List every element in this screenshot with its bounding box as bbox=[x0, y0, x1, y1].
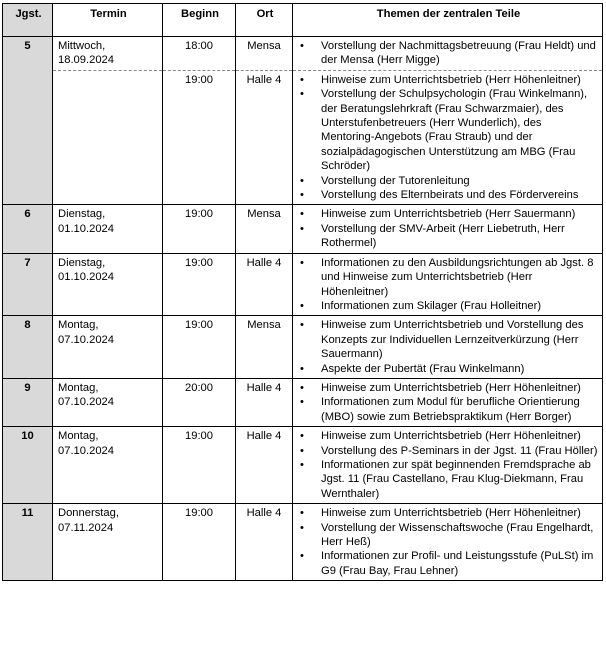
topic-item: • Informationen zur Profil- und Leistungsstufe (PuLSt) im G9 (Frau Bay, Frau Lehner) bbox=[298, 549, 598, 578]
header-row bbox=[3, 4, 603, 37]
cell-beginn: 19:00 bbox=[163, 253, 236, 316]
header-termin: Termin bbox=[53, 4, 163, 37]
cell-termin: Mittwoch, 18.09.2024 bbox=[53, 37, 163, 71]
topic-item: • Vorstellung der Schulpsychologin (Frau Winkelmann), der Beratungslehrkraft (Frau Schwarzmaier), des Unterstufenbetreuers (Herr Wunderlich), des Mentoring-Angebots (Frau Straub) und der sozialpädagogischen Unterstützung am MBG (Frau Schröder) bbox=[298, 87, 598, 173]
cell-jgst bbox=[3, 70, 53, 205]
topic-item: • Vorstellung des Elternbeirats und des Fördervereins bbox=[298, 188, 598, 202]
topic-item: • Informationen zu den Ausbildungsrichtungen ab Jgst. 8 und Hinweise zum Unterrichtsbetrieb (Herr Höhenleitner) bbox=[298, 256, 598, 299]
cell-jgst: 7 bbox=[3, 253, 53, 316]
topic-item: • Hinweise zum Unterrichtsbetrieb und Vorstellung des Konzepts zur Individuellen Lernzeitverkürzung (Herr Sauermann) bbox=[298, 318, 598, 361]
topic-list bbox=[298, 318, 598, 376]
topic-item: • Hinweise zum Unterrichtsbetrieb (Herr Sauermann) bbox=[298, 207, 598, 221]
topic-list bbox=[298, 207, 598, 250]
cell-beginn: 19:00 bbox=[163, 316, 236, 379]
cell-jgst: 6 bbox=[3, 205, 53, 253]
cell-beginn: 19:00 bbox=[163, 504, 236, 581]
cell-themen bbox=[293, 378, 603, 426]
cell-jgst: 5 bbox=[3, 37, 53, 71]
cell-jgst: 8 bbox=[3, 316, 53, 379]
topic-item: • Vorstellung der SMV-Arbeit (Herr Liebetruth, Herr Rothermel) bbox=[298, 222, 598, 251]
cell-themen bbox=[293, 316, 603, 379]
topic-list bbox=[298, 39, 598, 68]
header-ort: Ort bbox=[236, 4, 293, 37]
topic-item: • Vorstellung der Nachmittagsbetreuung (Frau Heldt) und der Mensa (Herr Migge) bbox=[298, 39, 598, 68]
topic-item: • Vorstellung der Wissenschaftswoche (Frau Engelhardt, Herr Heß) bbox=[298, 521, 598, 550]
topic-item: • Vorstellung der Tutorenleitung bbox=[298, 174, 598, 188]
cell-ort: Halle 4 bbox=[236, 70, 293, 205]
topic-list bbox=[298, 381, 598, 424]
cell-beginn: 19:00 bbox=[163, 205, 236, 253]
header-beginn: Beginn bbox=[163, 4, 236, 37]
topic-list bbox=[298, 256, 598, 314]
topic-item: • Informationen zum Skilager (Frau Holleitner) bbox=[298, 299, 598, 313]
cell-termin: Donnerstag, 07.11.2024 bbox=[53, 504, 163, 581]
cell-ort: Halle 4 bbox=[236, 504, 293, 581]
topic-item: • Aspekte der Pubertät (Frau Winkelmann) bbox=[298, 362, 598, 376]
cell-beginn: 19:00 bbox=[163, 70, 236, 205]
table-row bbox=[3, 427, 603, 504]
topic-item: • Hinweise zum Unterrichtsbetrieb (Herr Höhenleitner) bbox=[298, 73, 598, 87]
cell-themen bbox=[293, 253, 603, 316]
header-jgst: Jgst. bbox=[3, 4, 53, 37]
cell-themen bbox=[293, 205, 603, 253]
cell-themen bbox=[293, 427, 603, 504]
cell-termin: Montag, 07.10.2024 bbox=[53, 427, 163, 504]
cell-themen bbox=[293, 70, 603, 205]
schedule-table bbox=[2, 3, 603, 581]
cell-termin: Montag, 07.10.2024 bbox=[53, 378, 163, 426]
cell-ort: Mensa bbox=[236, 205, 293, 253]
topic-item: • Hinweise zum Unterrichtsbetrieb (Herr Höhenleitner) bbox=[298, 381, 598, 395]
table-row bbox=[3, 205, 603, 253]
cell-ort: Mensa bbox=[236, 37, 293, 71]
topic-item: • Informationen zur spät beginnenden Fremdsprache ab Jgst. 11 (Frau Castellano, Frau Klug-Diekmann, Frau Wernthaler) bbox=[298, 458, 598, 501]
topic-list bbox=[298, 506, 598, 578]
cell-jgst: 10 bbox=[3, 427, 53, 504]
table-row bbox=[3, 316, 603, 379]
topic-item: • Hinweise zum Unterrichtsbetrieb (Herr Höhenleitner) bbox=[298, 506, 598, 520]
table-row bbox=[3, 504, 603, 581]
cell-termin bbox=[53, 70, 163, 205]
cell-beginn: 20:00 bbox=[163, 378, 236, 426]
table-row bbox=[3, 253, 603, 316]
topic-list bbox=[298, 73, 598, 203]
table-row bbox=[3, 378, 603, 426]
cell-termin: Montag, 07.10.2024 bbox=[53, 316, 163, 379]
cell-ort: Halle 4 bbox=[236, 427, 293, 504]
cell-jgst: 9 bbox=[3, 378, 53, 426]
topic-item: • Informationen zum Modul für berufliche Orientierung (MBO) sowie zum Betriebspraktikum (Herr Borger) bbox=[298, 395, 598, 424]
cell-jgst: 11 bbox=[3, 504, 53, 581]
cell-ort: Halle 4 bbox=[236, 253, 293, 316]
table-row bbox=[3, 70, 603, 205]
cell-termin: Dienstag, 01.10.2024 bbox=[53, 205, 163, 253]
cell-themen bbox=[293, 504, 603, 581]
cell-beginn: 19:00 bbox=[163, 427, 236, 504]
cell-ort: Halle 4 bbox=[236, 378, 293, 426]
topic-item: • Hinweise zum Unterrichtsbetrieb (Herr Höhenleitner) bbox=[298, 429, 598, 443]
cell-beginn: 18:00 bbox=[163, 37, 236, 71]
cell-themen bbox=[293, 37, 603, 71]
topic-list bbox=[298, 429, 598, 501]
cell-ort: Mensa bbox=[236, 316, 293, 379]
header-themen: Themen der zentralen Teile bbox=[293, 4, 603, 37]
topic-item: • Vorstellung des P-Seminars in der Jgst. 11 (Frau Höller) bbox=[298, 444, 598, 458]
table-row bbox=[3, 37, 603, 71]
cell-termin: Dienstag, 01.10.2024 bbox=[53, 253, 163, 316]
